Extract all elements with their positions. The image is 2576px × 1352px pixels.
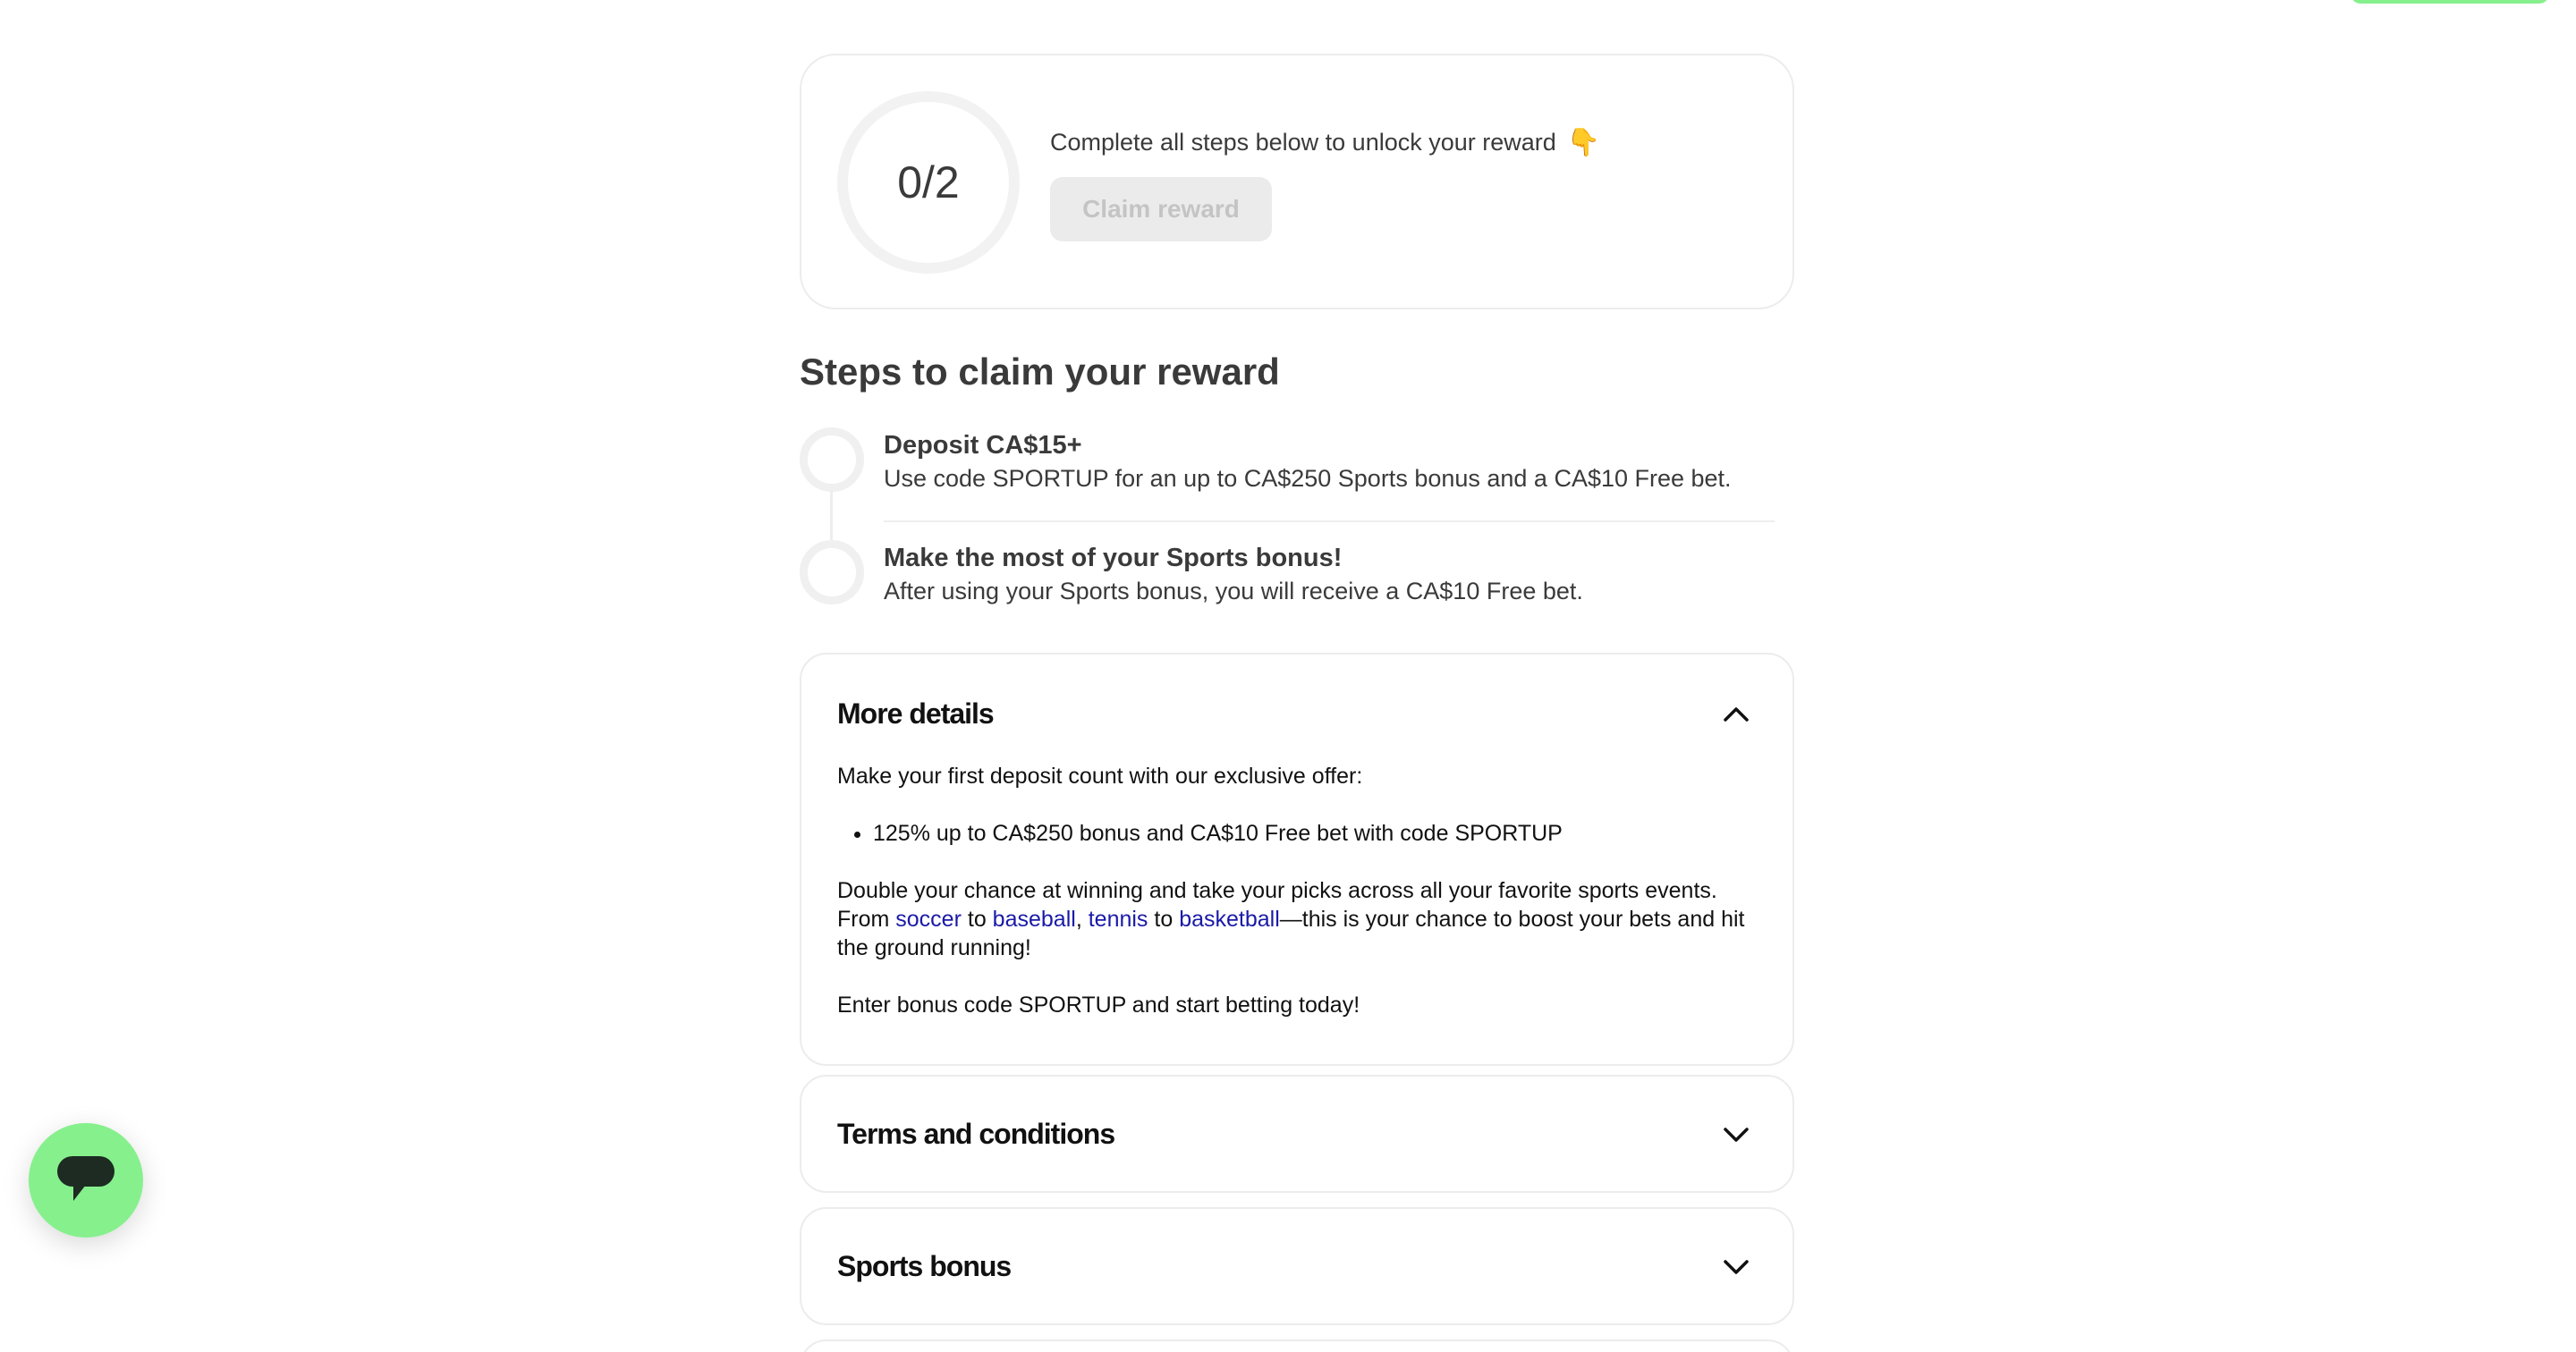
chat-bubble-icon (55, 1154, 116, 1206)
step-connector (830, 490, 833, 540)
step-description: Use code SPORTUP for an up to CA$250 Sports bonus and a CA$10 Free bet. (884, 465, 1732, 492)
pointing-down-icon: 👇 (1566, 127, 1601, 158)
link-separator: , (1075, 907, 1089, 932)
chevron-up-icon[interactable] (1723, 705, 1750, 722)
step-status-circle (800, 540, 864, 604)
header-action-button[interactable] (2351, 0, 2549, 4)
details-closing: Enter bonus code SPORTUP and start betting today! (837, 993, 1360, 1018)
accordion-more-details (800, 653, 1794, 1066)
chevron-down-icon[interactable] (1723, 1127, 1750, 1145)
progress-count: 0/2 (897, 157, 960, 207)
step-description: After using your Sports bonus, you will receive a CA$10 Free bet. (884, 578, 1583, 604)
accordion-title[interactable]: Sports bonus (837, 1250, 1012, 1282)
step-status-circle (800, 427, 864, 492)
progress-ring (837, 91, 1020, 274)
details-paragraph (837, 876, 1758, 962)
progress-message (1050, 127, 1600, 158)
link-separator: to (1148, 907, 1180, 932)
progress-message-text: Complete all steps below to unlock your reward (1050, 129, 1556, 156)
accordion-sports-bonus[interactable] (800, 1207, 1794, 1325)
chevron-down-icon[interactable] (1723, 1259, 1750, 1277)
accordion-next[interactable] (800, 1339, 1794, 1352)
accordion-title[interactable]: Terms and conditions (837, 1118, 1115, 1150)
offer-list (837, 819, 1758, 848)
accordion-terms[interactable] (800, 1075, 1794, 1193)
progress-card (800, 54, 1794, 309)
details-intro: Make your first deposit count with our exclusive offer: (837, 764, 1363, 789)
accordion-body (837, 762, 1758, 1048)
baseball-link[interactable]: baseball (992, 907, 1076, 932)
steps-title: Steps to claim your reward (800, 351, 1280, 393)
link-separator: to (961, 907, 993, 932)
basketball-link[interactable]: basketball (1179, 907, 1280, 932)
step-title: Make the most of your Sports bonus! (884, 544, 1343, 572)
details-paragraph-end: —this is your chance to boost your bets and hit the ground running! (837, 907, 1745, 960)
accordion-title[interactable]: More details (837, 697, 994, 730)
claim-reward-button[interactable]: Claim reward (1050, 177, 1272, 241)
tennis-link[interactable]: tennis (1088, 907, 1148, 932)
step-title: Deposit CA$15+ (884, 431, 1082, 460)
chat-button[interactable] (29, 1123, 143, 1238)
offer-list-item: • 125% up to CA$250 bonus and CA$10 Free bet with code SPORTUP (873, 819, 1758, 848)
soccer-link[interactable]: soccer (895, 907, 962, 932)
step-divider (884, 520, 1775, 522)
details-paragraph-start: Double your chance at winning and take your picks across all your favorite sports events. From (837, 878, 1717, 932)
